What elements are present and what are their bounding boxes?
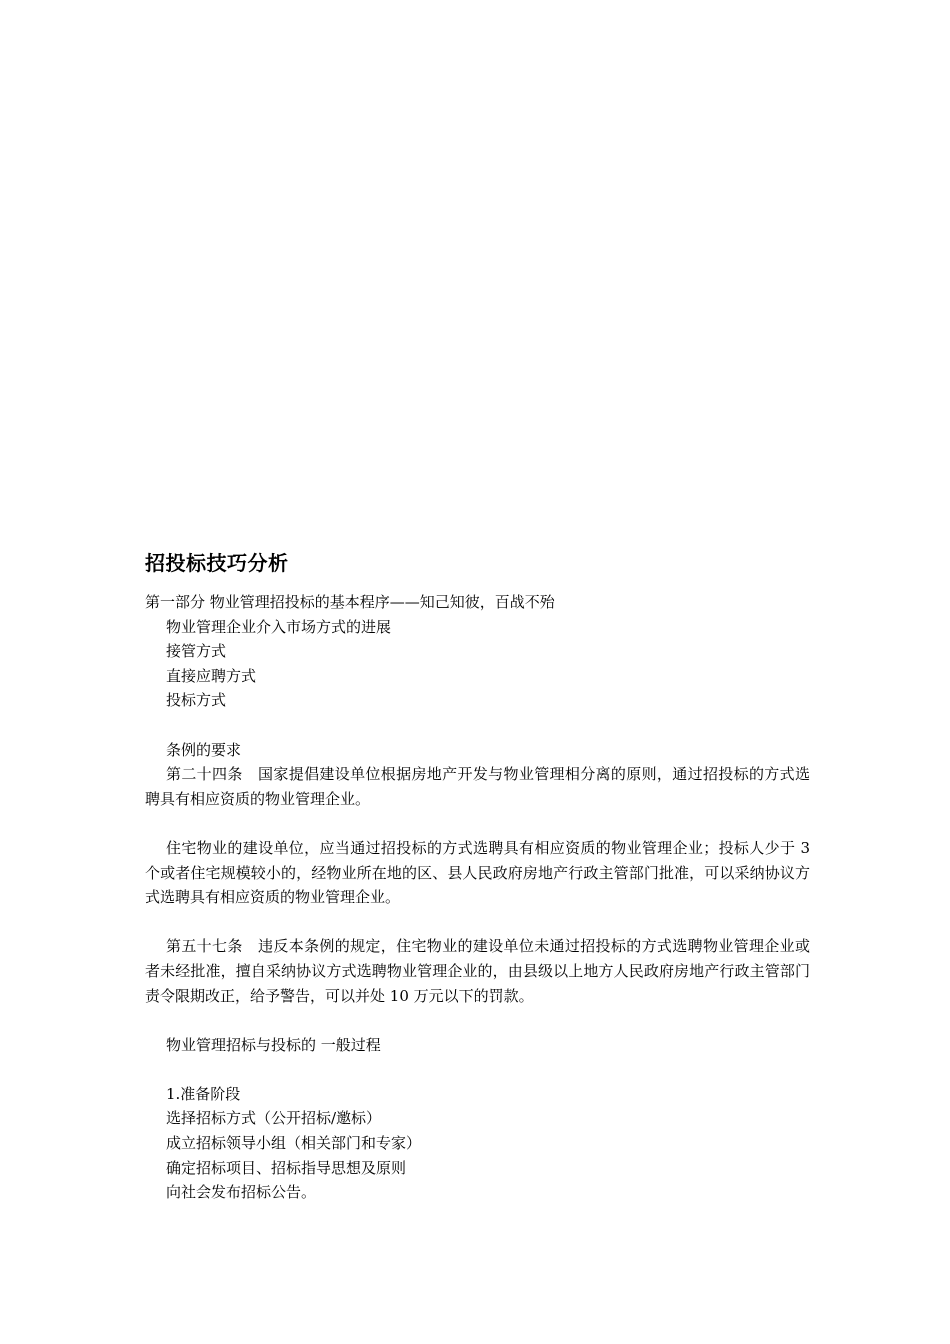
process-heading: 物业管理招标与投标的 一般过程	[166, 1035, 381, 1054]
stage-item: 确定招标项目、招标指导思想及原则	[166, 1158, 407, 1177]
stage-heading: 1.准备阶段	[166, 1084, 241, 1103]
document-body	[145, 548, 810, 1205]
blank-line	[145, 1008, 810, 1033]
blank-line	[145, 713, 810, 738]
stage-item: 成立招标领导小组（相关部门和专家）	[166, 1134, 422, 1153]
part-heading: 第一部分 物业管理招投标的基本程序——知己知彼，百战不殆	[145, 593, 555, 611]
residential-paragraph: 住宅物业的建设单位，应当通过招投标的方式选聘具有相应资质的物业管理企业；投标人少于 3 个或者住宅规模较小的，经物业所在地的区、县人民政府房地产行政主管部门批准，可以采纳协议方式选聘具有相应资质的物业管理企业。	[145, 838, 810, 907]
method-item: 直接应聘方式	[166, 666, 257, 685]
method-item: 投标方式	[166, 691, 227, 710]
blank-line	[145, 910, 810, 935]
article-24-paragraph: 第二十四条 国家提倡建设单位根据房地产开发与物业管理相分离的原则，通过招投标的方式选聘具有相应资质的物业管理企业。	[145, 765, 810, 808]
blank-line	[145, 1057, 810, 1082]
stage-item: 选择招标方式（公开招标/邀标）	[166, 1109, 382, 1128]
stage-item: 向社会发布招标公告。	[166, 1183, 317, 1202]
blank-line	[145, 811, 810, 836]
regulation-heading: 条例的要求	[166, 740, 242, 759]
article-57-paragraph: 第五十七条 违反本条例的规定，住宅物业的建设单位未通过招投标的方式选聘物业管理企业或者未经批准，擅自采纳协议方式选聘物业管理企业的，由县级以上地方人民政府房地产行政主管部门责令限期改正，给予警告，可以并处 10 万元以下的罚款。	[145, 937, 810, 1005]
method-item: 接管方式	[166, 642, 227, 661]
progress-heading: 物业管理企业介入市场方式的进展	[166, 617, 392, 636]
document-title: 招投标技巧分析	[145, 551, 289, 575]
